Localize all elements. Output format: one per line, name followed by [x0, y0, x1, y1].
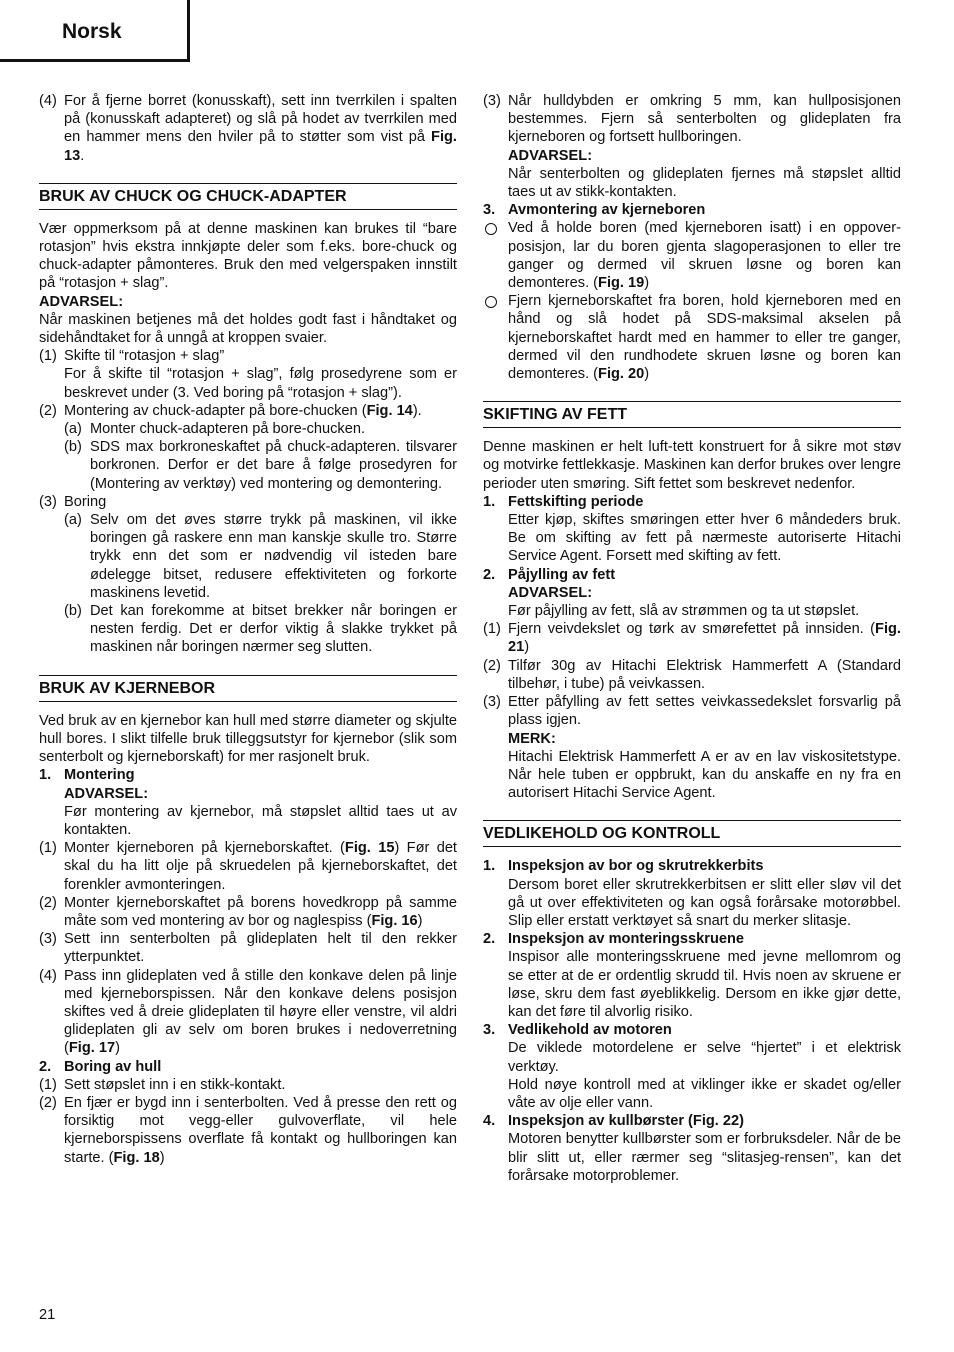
- warning-label: ADVARSEL:: [64, 785, 149, 802]
- figure-ref: Fig. 18: [113, 1149, 160, 1166]
- figure-ref: Fig. 19: [598, 275, 645, 292]
- warning-label: ADVARSEL:: [39, 293, 124, 310]
- chuck-step-2a: (a) Monter chuck-adapteren på bore-chucken.: [64, 421, 366, 438]
- core-boring-step-2: (2) En fjær er bygd inn i senterbolten. Ved å presse den rett og forsiktig mot vegg-eller gulvoverflate, vil hele kjerneborspissens overflate få kontakt og hullboringen kan starte. (Fig. 18): [39, 1094, 457, 1166]
- grease-period-text: Etter kjøp, skiftes smøringen etter hver 6 måndeders bruk. Be om skifting av fett på nærmeste autoriserte Hitachi Service Agent. Forsett med skifting av fett.: [508, 512, 901, 565]
- section-heading-core-drill: BRUK AV KJERNEBOR: [39, 675, 457, 702]
- grease-period-title: 1. Fettskifting periode: [483, 493, 644, 510]
- chuck-intro-paragraph: Vær oppmerksom på at denne maskinen kan brukes til “bare rotasjon” hvis ekstra innkjøpte deler som f.eks. bore-chuck og chuck-adapter påmonteres. Bruk den med velgerspaken innstilt på “rotasjon + slag”.: [39, 220, 457, 292]
- maint-item-2-title: 2. Inspeksjon av monteringsskruene: [483, 931, 745, 948]
- grease-refill-title: 2. Påjylling av fett: [483, 566, 616, 583]
- language-label: Norsk: [62, 20, 122, 43]
- figure-ref: Fig. 17: [68, 1040, 116, 1057]
- grease-step-2: (2) Tilfør 30g av Hitachi Elektrisk Hammerfett A (Standard tilbehør, i tube) på veivkassen.: [483, 657, 901, 692]
- core-mount-step-1: (1) Monter kjerneboren på kjerneborskaftet. (Fig. 15) Før det skal du ha litt olje på skruedelen på kjerneborskaftet, det forenkler avmonteringen.: [39, 840, 457, 893]
- maint-item-1-title: 1. Inspeksjon av bor og skrutrekkerbits: [483, 858, 764, 875]
- figure-ref: Fig. 14: [366, 402, 413, 419]
- maint-item-2-text: Inspisor alle monteringsskruene med jevne mellomrom og se etter at de er ordentlig skrudd til. Hvis noen av skruene er løse, skru dem fast øyeblikkelig. Dersom en ikke gjør dette, kan det føre til alvorlig risiko.: [508, 949, 901, 1020]
- maint-item-1-text: Dersom boret eller skrutrekkerbitsen er slitt eller sløv vil det gå ut over effektiviteten og kan også forårsake motorøbbel. Slip eller erstatt verktøyet så snart du merker slitasje.: [508, 876, 901, 929]
- left-column: [39, 92, 457, 1167]
- language-tab: [0, 0, 190, 62]
- warning-label: ADVARSEL:: [508, 584, 593, 601]
- maint-item-4-text: Motoren benytter kullbørster som er forbruksdeler. Når de be blir slitt ut, eller rærmer seg “slitasjeg-rensen”, kan det forårsake motorproblemer.: [508, 1131, 901, 1184]
- chuck-step-1-text: For å skifte til “rotasjon + slag”, følg prosedyrene som er beskrevet under (3. Ved boring på “rotasjon + slag”).: [64, 366, 457, 401]
- figure-ref: Fig. 13: [64, 129, 457, 164]
- bullet-circle-icon: [485, 296, 497, 308]
- chuck-step-3a: (a) Selv om det øves større trykk på maskinen, vil ikke boringen gå raskere enn man kanskje skulle tro. Større trykk enn det som er nødvendig vil isteden bare ødelegge bitset, redusere effektiviteten og forkorte maskinens levetid.: [64, 512, 457, 601]
- core-boring-step-1: (1) Sett støpslet inn i en stikk-kontakt.: [39, 1076, 286, 1093]
- figure-ref: Fig. 20: [598, 366, 645, 383]
- warning-label: ADVARSEL:: [508, 147, 593, 164]
- chuck-step-3b: (b) Det kan forekomme at bitset brekker når boringen er nesten ferdig. Det er derfor viktig å slakke trykket på maskinen når boringen nærmer seg slutten.: [64, 603, 457, 656]
- chuck-step-1: (1) Skifte til “rotasjon + slag”: [39, 348, 225, 365]
- section-heading-grease: SKIFTING AV FETT: [483, 401, 901, 428]
- grease-step-1: (1) Fjern veivdekslet og tørk av smørefettet på innsiden. (Fig. 21): [483, 621, 901, 656]
- chuck-step-2: (2) Montering av chuck-adapter på bore-chucken (Fig. 14).: [39, 402, 422, 419]
- section-heading-maintenance: VEDLIKEHOLD OG KONTROLL: [483, 820, 901, 847]
- maint-item-3-text: De viklede motordelene er selve “hjertet” i et elektrisk verktøy.: [508, 1040, 901, 1075]
- note-text: Hitachi Elektrisk Hammerfett A er av en lav viskositetstype. Når hele tuben er oppbrukt, kan du anskaffe en ny fra en autorisert Hitachi Service Agent.: [508, 748, 901, 802]
- page-number: 21: [39, 1307, 56, 1323]
- warning-text: Før påjylling av fett, slå av strømmen og ta ut støpslet.: [508, 603, 860, 620]
- maint-item-4-title: 4. Inspeksjon av kullbørster (Fig. 22): [483, 1113, 744, 1130]
- core-intro-paragraph: Ved bruk av en kjernebor kan hull med større diameter og skjulte hull bores. I slikt tilfelle bruk tilleggsutstyr for kjernebor (slik som senterbolt og kjerneborskaft) for mer rasjonelt bruk.: [39, 712, 457, 766]
- core-removal-title: 3. Avmontering av kjerneboren: [483, 202, 706, 219]
- maint-item-3-text: Hold nøye kontroll med at viklinger ikke er skadet og/eller våte av olje eller vann.: [508, 1076, 901, 1111]
- warning-text: Når maskinen betjenes må det holdes godt fast i håndtaket og sidehåndtaket for å unngå at kroppen svaier.: [39, 311, 457, 347]
- warning-text: Når senterbolten og glideplaten fjernes må støpslet alltid taes ut av stikk-kontakten.: [508, 165, 901, 201]
- core-mount-step-3: (3) Sett inn senterbolten på glideplaten helt til den rekker ytterpunktet.: [39, 931, 457, 966]
- figure-ref: Fig. 21: [508, 621, 901, 656]
- bullet-circle-icon: [485, 223, 497, 235]
- core-boring-title: 2. Boring av hull: [39, 1058, 162, 1075]
- maint-item-3-title: 3. Vedlikehold av motoren: [483, 1022, 672, 1039]
- chuck-step-3: (3) Boring: [39, 493, 107, 510]
- note-label: MERK:: [508, 730, 556, 747]
- core-removal-option-1: Ved å holde boren (med kjerneboren isatt) i en oppover-posisjon, lar du boren gjenta slagoperasjonen to eller tre ganger og dermed vil skruen løsne og boren kan demonteres. (Fig. 19): [483, 219, 901, 292]
- warning-text: Før montering av kjernebor, må støpslet alltid taes ut av kontakten.: [64, 803, 457, 838]
- core-boring-step-3: (3) Når hulldybden er omkring 5 mm, kan hullposisjonen bestemmes. Fjern så senterbolten og glideplaten fra kjerneboren og fortsett hullboringen.: [483, 93, 901, 146]
- right-column: [483, 92, 901, 1185]
- grease-step-3: (3) Etter påfylling av fett settes veivkassedekslet forsvarlig på plass igjen.: [483, 694, 901, 729]
- figure-ref: Fig. 16: [371, 912, 418, 929]
- chuck-step-2b: (b) SDS max borkroneskaftet på chuck-adapteren. tilsvarer borkronen. Derfor er det bare å følge prosedyren for (Montering av verktøy) ved montering og demontering.: [64, 439, 457, 492]
- removal-step-4: (4) For å fjerne borret (konusskaft), sett inn tverrkilen i spalten på (konusskaft adapteret) og slå på hodet av tverrkilen med en hammer mens den hviler på to støtter som vist på Fig. 13.: [39, 93, 457, 164]
- core-removal-option-2: Fjern kjerneborskaftet fra boren, hold kjerneboren med en hånd og slå hodet på SDS-maksimal akselen på kjerneborskaftet hardt med en hammer to eller tre ganger, dermed vil den rundhodete skruen løsne og boren kan demonteres. (Fig. 20): [483, 292, 901, 383]
- section-heading-chuck: BRUK AV CHUCK OG CHUCK-ADAPTER: [39, 183, 457, 210]
- core-mount-step-2: (2) Monter kjerneborskaftet på borens hovedkropp på samme måte som ved montering av bor og naglespiss (Fig. 16): [39, 894, 457, 929]
- figure-ref: Fig. 15: [344, 840, 395, 857]
- grease-intro-paragraph: Denne maskinen er helt luft-tett konstruert for å sikre mot støv og motvirke fettlekkasje. Maskinen kan derfor brukes over lengre perioder uten smøring. Sift fettet som beskrevet nedenfor.: [483, 439, 901, 492]
- core-mount-title: 1. Montering: [39, 767, 135, 784]
- core-mount-step-4: (4) Pass inn glideplaten ved å stille den konkave delen på linje med kjerneborspissen. Når den konkave delens posisjon skiftes ved å dreie glideplaten til høyre eller venstre, vil aldri glideplaten gli av selv om boren brukes i nedoverretning (Fig. 17): [39, 967, 457, 1057]
